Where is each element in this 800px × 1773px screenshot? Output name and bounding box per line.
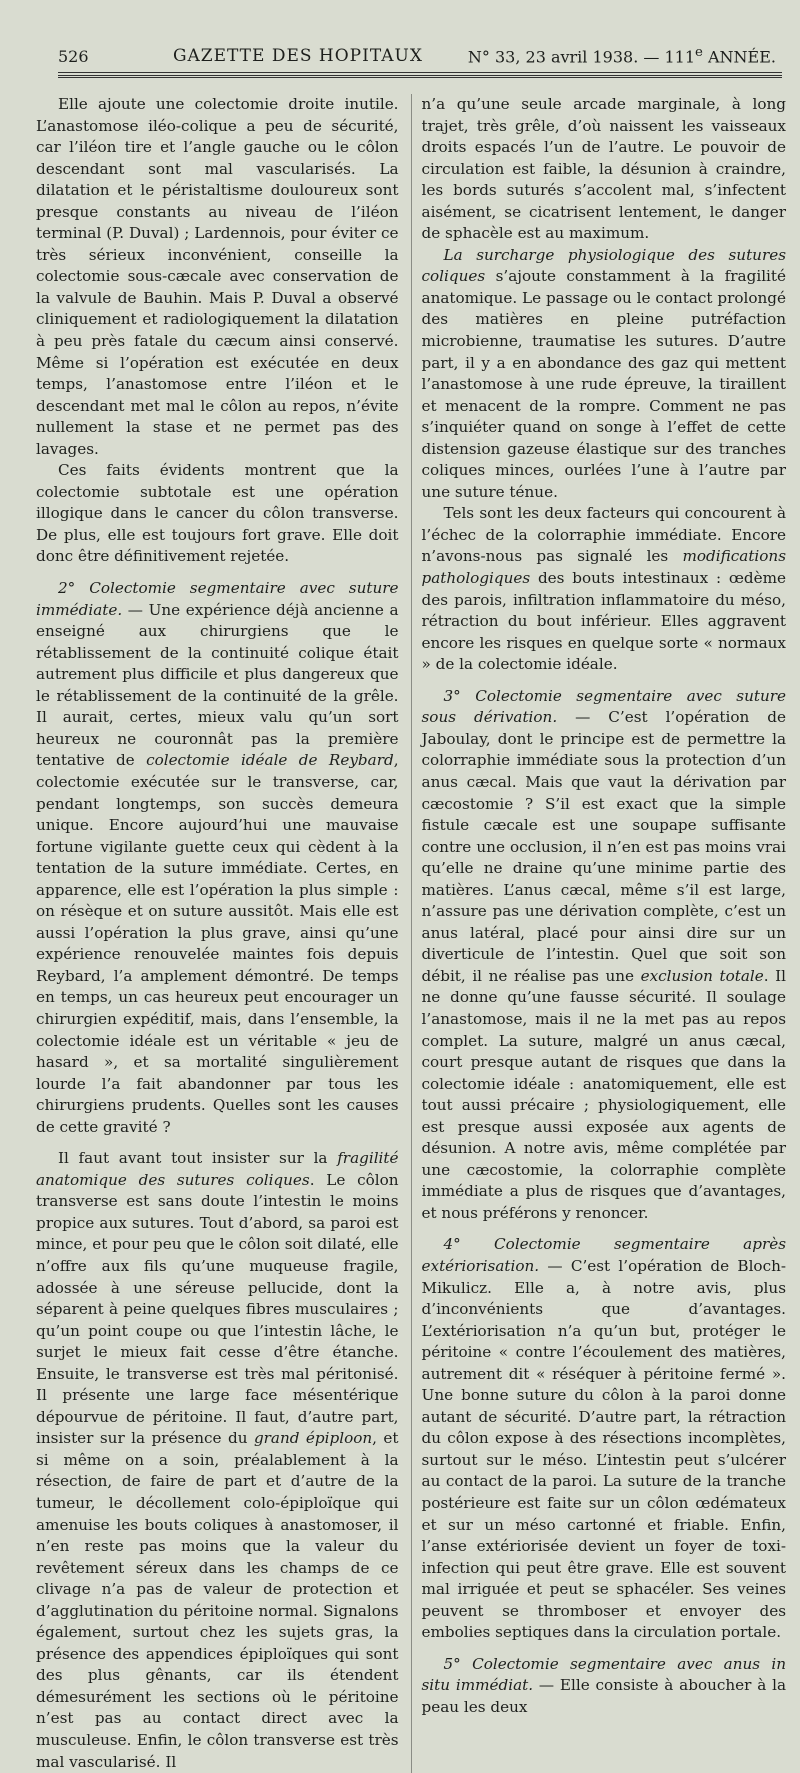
section-paragraph (422, 1234, 786, 1643)
header-rule (58, 72, 782, 73)
emphasis: colectomie idéale de Reybard (146, 751, 394, 770)
emphasis: exclusion totale (640, 966, 764, 985)
issue-info (468, 45, 776, 66)
section-paragraph (422, 1654, 786, 1719)
left-column (36, 94, 399, 1773)
paragraph (36, 1148, 399, 1773)
emphasis: fragilité anatomique des sutures coliques (36, 1149, 399, 1189)
section-heading: 2° Colectomie segmentaire avec suture immédiate. (36, 579, 399, 619)
section-paragraph (36, 578, 399, 1138)
text-run: , et si même on a soin, préalablement à la résection, de faire de part et d’autre de la tumeur, le décollement colo-épiploïque qui amenuise les bouts coliques à anastomoser, il n’en reste pas moins que la valeur du revêtement séreux dans les champs de ce clivage n’a pas de valeur de protection et d’agglutination du péritoine normal. Signalons également, surtout chez les sujets gras, la présence des appendices épiploïques qui sont des plus gênants, car ils étendent démesurément les sections où le péritoine n’est pas au contact direct avec la musculeuse. Enfin, le côlon transverse est très mal vascularisé. Il (36, 1429, 399, 1771)
text-run: s’ajoute constamment à la fragilité anatomique. Le passage ou le contact prolongé des matières en pleine putréfaction microbienne, traumatise les sutures. D’autre part, il y a en abondance des gaz qui mettent l’anastomose à une rude épreuve, la tiraillent et menacent de la rompre. Comment ne pas s’inquiéter quand on songe à l’effet de cette distension gazeuse élastique sur des tranches coliques minces, ourlées l’une à l’autre par une suture ténue. (421, 267, 786, 501)
emphasis: modifications pathologiques (421, 547, 786, 588)
paragraph (422, 245, 786, 504)
header-double-rule (58, 75, 782, 78)
text-run: Tels sont les deux facteurs qui concourent à l’échec de la colorraphie immédiate. Encore n’avons-nous pas signalé les (421, 504, 786, 566)
text-run: Il faut avant tout insister sur la (58, 1149, 338, 1168)
text-run: — Elle consiste à aboucher à la peau les deux (421, 1676, 787, 1716)
section-heading: 5° Colectomie segmentaire avec anus in situ immédiat. (421, 1654, 786, 1695)
section-heading: 3° Colectomie segmentaire avec suture sous dérivation. (421, 686, 786, 727)
text-run: , colectomie exécutée sur le transverse, car, pendant longtemps, son succès demeura unique. Encore aujourd’hui une mauvaise fortune vigilante guette ceux qui cèdent à la tentation de la suture immédiate. Certes, en apparence, elle est l’opération la plus simple : on résèque et on suture aussitôt. Mais elle est aussi l’opération la plus grave, ainsi qu’une expérience renouvelée maintes fois depuis Reybard, l’a amplement démontré. De temps en temps, un cas heureux peut encourager un chirurgien expéditif, mais, dans l’ensemble, la colectomie idéale est un véritable « jeu de hasard », et sa mortalité singulièrement lourde l’a fait abandonner par tous les chirurgiens prudents. Quelles sont les causes de cette gravité ? (36, 751, 399, 1136)
page-number: 526 (58, 47, 89, 66)
text-run: . Le côlon transverse est sans doute l’intestin le moins propice aux sutures. Tout d’abord, sa paroi est mince, et pour peu que le côlon soit dilaté, elle n’offre aux fils qu’une muqueuse fragile, adossée à une séreuse pellucide, dont la séparent à peine quelques fibres musculaires ; qu’un point coupe ou que l’intestin lâche, le surjet le mieux fait cesse d’être étanche. Ensuite, le transverse est très mal péritonisé. Il présente une large face mésentérique dépourvue de péritoine. Il faut, d’autre part, insister sur la présence du (36, 1170, 399, 1448)
text-run: — C’est l’opération de Bloch-Mikulicz. Elle a, à notre avis, plus d’inconvénients que d’avantages. L’extériorisation n’a qu’un but, protéger le péritoine « contre l’écoulement des matières, autrement dit « réséquer à péritoine fermé ». Une bonne suture du côlon à la paroi donne autant de sécurité. D’autre part, la rétraction du côlon expose à des résections incomplètes, surtout sur le méso. L’intestin peut s’ulcérer au contact de la paroi. La suture de la tranche postérieure est faite sur un côlon œdémateux et sur un méso cartonné et friable. Enfin, l’anse extériorisée devient un foyer de toxi-infection qui peut être grave. Elle est souvent mal irriguée et peut se sphacéler. Ses veines peuvent se thromboser et envoyer des embolies septiques dans la circulation portale. (421, 1256, 786, 1642)
issue-date: N° 33, 23 avril 1938. — 111 (467, 47, 696, 66)
section-paragraph (422, 686, 786, 1225)
text-run: — C’est l’opération de Jaboulay, dont le principe est de permettre la colorraphie immédiate sous la protection d’un anus cæcal. Mais que vaut la dérivation par cæcostomie ? S’il est exact que la simple fistule cæcale est une soupape suffisante contre une occlusion, il n’en est pas moins vrai qu’elle ne draine qu’une minime partie des matières. L’anus cæcal, même s’il est large, n’assure pas une dérivation complète, c’est un anus latéral, placé pour ainsi dire sur un diverticule de l’intestin. Quel que soit son débit, il ne réalise pas une (421, 708, 786, 985)
paragraph: n’a qu’une seule arcade marginale, à long trajet, très grêle, d’où naissent les vaisseaux droits espacés l’un de l’autre. Le pouvoir de circulation est faible, la désunion à craindre, les bords suturés s’accolent mal, s’infectent aisément, se cicatrisent lentement, le danger de sphacèle est au maximum. (421, 95, 786, 243)
paragraph: Ces faits évidents montrent que la colectomie subtotale est une opération illogique dans le cancer du côlon transverse. De plus, elle est toujours fort grave. Elle doit donc être définitivement rejetée. (36, 461, 399, 566)
text-run: — Une expérience déjà ancienne a enseigné aux chirurgiens que le rétablissement de la continuité colique était autrement plus difficile et plus dangereux que le rétablissement de la continuité de la grêle. Il aurait, certes, mieux valu qu’un sort heureux ne couronnât pas la première tentative de (36, 600, 399, 770)
running-header (26, 26, 786, 66)
paragraph (422, 503, 786, 675)
emphasis: grand épiploon (253, 1429, 373, 1448)
section-heading: 4° Colectomie segmentaire après extériorisation. (421, 1235, 786, 1275)
right-column (411, 94, 786, 1773)
journal-title: GAZETTE DES HOPITAUX (172, 46, 423, 66)
issue-superscript: e (695, 44, 703, 60)
text-run: . Il ne donne qu’une fausse sécurité. Il soulage l’anastomose, mais il ne la met pas au repos complet. La suture, malgré un anus cæcal, court presque autant de risques que dans la colectomie idéale : anatomiquement, elle est tout aussi précaire ; physiologiquement, elle est presque aussi exposée aux agents de désunion. A notre avis, même complétée par une cæcostomie, la colorraphie complète immédiate a plus de risques que d’avantages, et nous préférons y renoncer. (421, 966, 786, 1222)
text-run: des bouts intestinaux : œdème des parois, infiltration inflammatoire du méso, rétraction du bout inférieur. Elles aggravent encore les risques en quelque sorte « normaux » de la colectomie idéale. (421, 569, 786, 674)
issue-year-label: ANNÉE. (702, 47, 776, 66)
article-body (26, 94, 786, 1773)
paragraph: Elle ajoute une colectomie droite inutile. L’anastomose iléo-colique a peu de sécurité, car l’iléon tire et l’angle gauche ou le côlon descendant sont mal vascularisés. La dilatation et le péristaltisme douloureux sont presque constants au niveau de l’iléon terminal (P. Duval) ; Lardennois, pour éviter ce très sérieux inconvénient, conseille la colectomie sous-cæcale avec conservation de la valvule de Bauhin. Mais P. Duval a observé cliniquement et radiologiquement la dilatation à peu près fatale du cæcum ainsi conservé. Même si l’opération est exécutée en deux temps, l’anastomose entre l’iléon et le descendant met mal le côlon au repos, n’évite nullement la stase et ne permet pas des lavages. (36, 95, 399, 458)
emphasis: La surcharge physiologique des sutures coliques (421, 245, 786, 286)
